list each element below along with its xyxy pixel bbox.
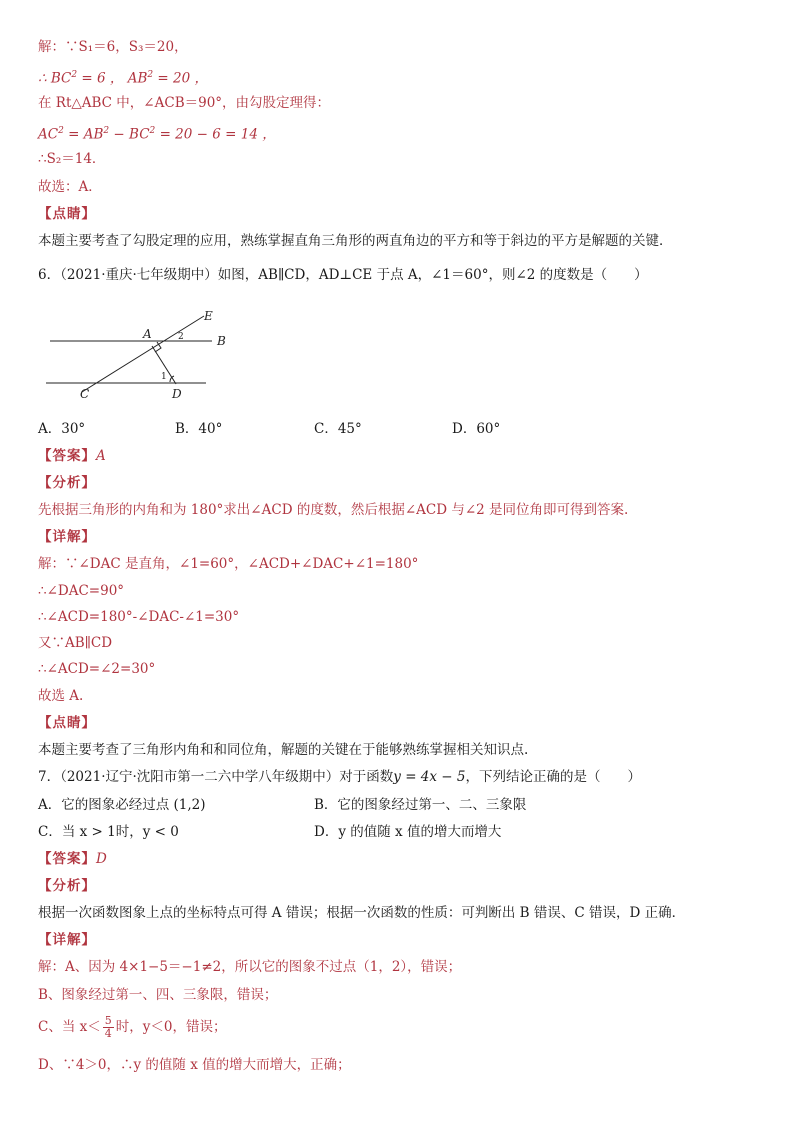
sol-line-1: 解：∵S₁＝6，S₃＝20， <box>38 39 188 55</box>
label-a: A <box>143 327 152 341</box>
q7-stem: 7．（2021·辽宁·沈阳市第一二六中学八年级期中）对于函数y = 4x − 5，下列结论正确的是（ ） <box>38 769 641 785</box>
summary-1: 本题主要考查了勾股定理的应用，熟练掌握直角三角形的两直角边的平方和等于斜边的平方是解题的关键． <box>38 233 673 249</box>
q7-option-d: D．y 的值随 x 值的增大而增大 <box>314 824 502 840</box>
q7-option-b: B．它的图象经过第一、二、三象限 <box>314 797 527 813</box>
sol-line-5: ∴S₂＝14． <box>38 151 106 167</box>
q7-answer-line <box>38 850 107 868</box>
q6-detail-6: 故选 A. <box>38 688 84 704</box>
tag-analysis-6: 【分析】 <box>38 475 96 491</box>
q6-detail-3: ∴∠ACD=180°-∠DAC-∠1=30° <box>38 609 240 625</box>
label-1: 1 <box>161 372 167 382</box>
fraction-5-4: $\frac{5}{4}$ <box>104 1014 112 1040</box>
q7-detail-3: C、当 x＜ $\frac{5}{4}$ 时，y＜0，错误； <box>38 1014 227 1040</box>
q7-detail-2: B、图象经过第一、四、三象限，错误； <box>38 987 278 1003</box>
q6-option-d: D．60° <box>452 421 501 437</box>
q7-detail-4: D、∵4＞0，∴y 的值随 x 值的增大而增大，正确； <box>38 1057 351 1073</box>
q6-detail-5: ∴∠ACD=∠2=30° <box>38 661 156 677</box>
q6-detail-4: 又∵AB∥CD <box>38 635 113 651</box>
q7-detail-1: 解：A、因为 4×1−5＝−1≠2，所以它的图象不过点（1，2），错误； <box>38 959 462 975</box>
tag-analysis-7: 【分析】 <box>38 878 96 894</box>
q6-stem: 6．（2021·重庆·七年级期中）如图，AB∥CD，AD⊥CE 于点 A，∠1＝60°，则∠2 的度数是（ ） <box>38 267 648 283</box>
q6-detail-2: ∴∠DAC=90° <box>38 583 125 599</box>
tag-detail-6: 【详解】 <box>38 529 96 545</box>
q7-function: y = 4x − 5 <box>393 769 466 785</box>
tag-dianjing-6: 【点睛】 <box>38 715 96 731</box>
q6-option-b: B．40° <box>175 421 223 437</box>
q6-detail-1: 解：∵∠DAC 是直角，∠1=60°，∠ACD+∠DAC+∠1=180° <box>38 556 419 572</box>
tag-dianjing-1: 【点睛】 <box>38 206 96 222</box>
sol-line-3: 在 Rt△ABC 中，∠ACB＝90°，由勾股定理得： <box>38 95 331 111</box>
label-2: 2 <box>178 332 184 342</box>
label-b: B <box>217 334 226 348</box>
q7-analysis: 根据一次函数图象上点的坐标特点可得 A 错误；根据一次函数的性质：可判断出 B 错误、C 错误，D 正确． <box>38 905 686 921</box>
q7-option-c: C．当 x > 1时，y < 0 <box>38 824 179 840</box>
q6-answer: A <box>96 448 106 464</box>
q6-option-a: A．30° <box>38 421 86 437</box>
q6-option-c: C．45° <box>314 421 362 437</box>
tag-answer-6: 【答案】 <box>38 448 96 464</box>
q7-answer: D <box>96 851 107 867</box>
q6-summary: 本题主要考查了三角形内角和和同位角，解题的关键在于能够熟练掌握相关知识点. <box>38 742 529 758</box>
tag-answer-7: 【答案】 <box>38 851 96 867</box>
label-c: C <box>80 387 90 401</box>
q6-analysis: 先根据三角形的内角和为 180°求出∠ACD 的度数，然后根据∠ACD 与∠2 是同位角即可得到答案. <box>38 502 629 518</box>
sol-line-6: 故选：A． <box>38 179 102 195</box>
label-e: E <box>204 309 213 323</box>
sol-line-4: $AC^2 = AB^2 - BC^2 = 20 - 6 = 14$ ， <box>38 126 276 143</box>
q7-option-a: A．它的图象必经过点 (1,2) <box>38 797 206 813</box>
q6-figure <box>44 302 254 402</box>
label-d: D <box>172 387 182 401</box>
tag-detail-7: 【详解】 <box>38 932 96 948</box>
q6-answer-line <box>38 447 106 465</box>
sol-line-2: ∴ $BC^2 = 6$ ， $AB^2 = 20$ ， <box>38 70 208 87</box>
